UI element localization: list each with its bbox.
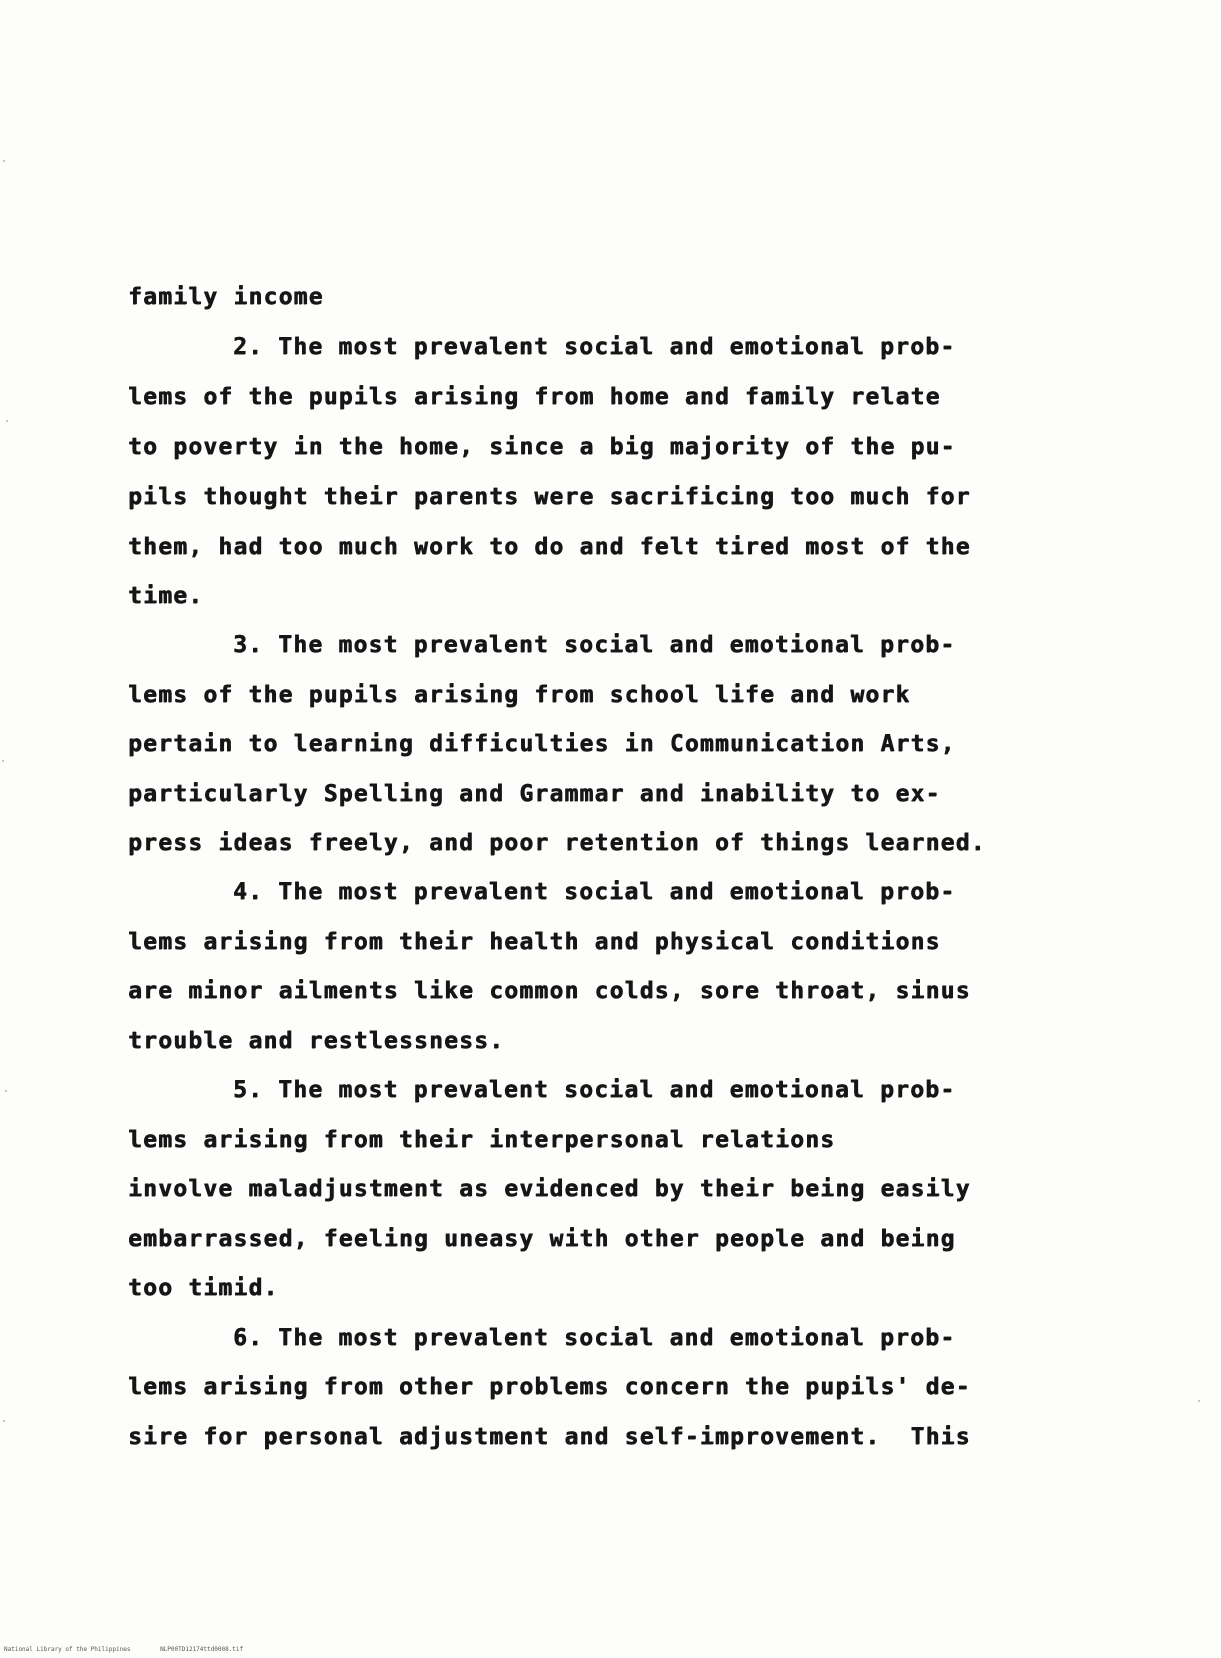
text-line: involve maladjustment as evidenced by their being easily	[128, 1176, 971, 1202]
scan-footer	[4, 1646, 269, 1653]
text-line: time.	[128, 583, 204, 609]
text-line: 5. The most prevalent social and emotional prob-	[233, 1077, 956, 1103]
scan-speck	[3, 1420, 5, 1422]
text-line: sire for personal adjustment and self-improvement. This	[128, 1424, 971, 1450]
text-line: too timid.	[128, 1275, 279, 1301]
scan-speck	[2, 760, 4, 762]
footer-filename: NLP00TD12174ttd0008.tif	[160, 1646, 244, 1653]
text-line: lems arising from other problems concern the pupils' de-	[128, 1374, 971, 1400]
text-line: 2. The most prevalent social and emotional prob-	[233, 334, 956, 360]
text-line: lems of the pupils arising from school life and work	[128, 682, 911, 708]
footer-library: National Library of the Philippines	[4, 1646, 131, 1653]
text-line: 4. The most prevalent social and emotional prob-	[233, 879, 956, 905]
text-line: to poverty in the home, since a big majority of the pu-	[128, 434, 956, 460]
text-line: pertain to learning difficulties in Communication Arts,	[128, 731, 956, 757]
text-line: lems arising from their interpersonal relations	[128, 1127, 836, 1153]
text-line: 6. The most prevalent social and emotional prob-	[233, 1325, 956, 1351]
text-line: lems arising from their health and physical conditions	[128, 929, 941, 955]
text-line: trouble and restlessness.	[128, 1028, 505, 1054]
scan-speck	[6, 420, 8, 422]
scan-speck	[5, 1090, 7, 1092]
text-line: press ideas freely, and poor retention of things learned.	[128, 830, 986, 856]
text-line: embarrassed, feeling uneasy with other people and being	[128, 1226, 956, 1252]
text-line: particularly Spelling and Grammar and inability to ex-	[128, 781, 941, 807]
text-line: lems of the pupils arising from home and family relate	[128, 384, 941, 410]
text-line: are minor ailments like common colds, sore throat, sinus	[128, 978, 971, 1004]
text-line: them, had too much work to do and felt tired most of the	[128, 534, 971, 560]
text-line: 3. The most prevalent social and emotional prob-	[233, 632, 956, 658]
scan-speck	[3, 160, 5, 162]
scan-speck	[1198, 1400, 1200, 1402]
text-line: pils thought their parents were sacrificing too much for	[128, 484, 971, 510]
text-line: family income	[128, 284, 324, 310]
